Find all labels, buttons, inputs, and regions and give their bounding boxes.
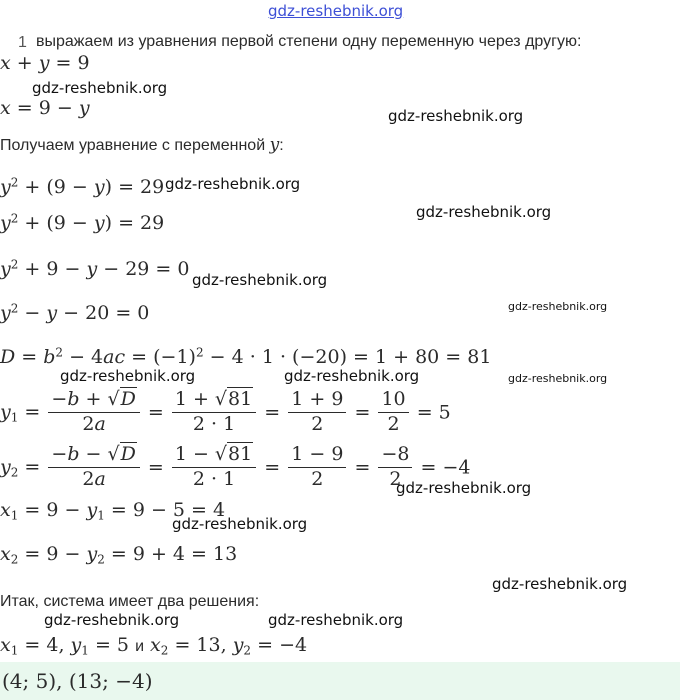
- watermark: gdz-reshebnik.org: [416, 203, 552, 221]
- step-text: выражаем из уравнения первой степени одну переменную через другую:: [36, 33, 582, 50]
- watermark-top[interactable]: gdz-reshebnik.org: [268, 2, 404, 20]
- equation-discriminant: $D = b^2 - 4ac = (-1)^2 - 4 \cdot 1 \cdot (-20) = 1 + 80 = 81$: [0, 345, 492, 368]
- watermark: gdz-reshebnik.org: [60, 367, 196, 385]
- watermark: gdz-reshebnik.org: [192, 271, 328, 289]
- watermark: gdz-reshebnik.org: [165, 175, 301, 193]
- watermark: gdz-reshebnik.org: [32, 79, 168, 97]
- equation-x1: $x_1 = 9 - y_1 = 9 - 5 = 4$: [0, 499, 226, 523]
- watermark: gdz-reshebnik.org: [44, 611, 180, 629]
- watermark: gdz-reshebnik.org: [284, 367, 420, 385]
- equation-expanded: $y^2 + 9 - y - 29 = 0$: [0, 257, 190, 280]
- equation-sum: x + y = 9: [0, 52, 90, 74]
- equation-quadratic: $y^2 - y - 20 = 0$: [0, 301, 150, 324]
- watermark: gdz-reshebnik.org: [388, 107, 524, 125]
- equation-y2: $y_2$ = $\frac{-b - √D}{2a}$ = $\frac{1 - √81}{2 \cdot 1}$ = $\frac{1 - 9}{2}$ = $\frac{-8}{2}$ = −4: [0, 443, 471, 490]
- equation-y1: $y_1$ = $\frac{-b + √D}{2a}$ = $\frac{1 + √81}{2 \cdot 1}$ = $\frac{1 + 9}{2}$ = $\frac{10}{2}$ = 5: [0, 388, 451, 435]
- equation-substituted: $y^2 + (9 - y) = 29$: [0, 175, 165, 198]
- answer-box: [0, 662, 680, 700]
- summary-label: Итак, система имеет два решения:: [0, 593, 260, 610]
- answer-text: (4; 5), (13; −4): [2, 669, 153, 693]
- watermark: gdz-reshebnik.org: [172, 515, 308, 533]
- watermark: gdz-reshebnik.org: [508, 300, 608, 313]
- watermark: gdz-reshebnik.org: [492, 575, 628, 593]
- solutions-line: $x_1 = 4$, $y_1 = 5$ и $x_2 = 13$, $y_2 = -4$: [0, 634, 308, 658]
- watermark: gdz-reshebnik.org: [268, 611, 404, 629]
- get-equation-label: Получаем уравнение с переменной y:: [0, 135, 284, 155]
- equation-substituted-repeat: $y^2 + (9 - y) = 29$: [0, 211, 165, 234]
- watermark: gdz-reshebnik.org: [396, 479, 532, 497]
- equation-x2: $x_2 = 9 - y_2 = 9 + 4 = 13$: [0, 543, 238, 567]
- watermark: gdz-reshebnik.org: [508, 372, 608, 385]
- step-number: 1: [18, 34, 27, 51]
- equation-express-x: x = 9 − y: [0, 97, 90, 119]
